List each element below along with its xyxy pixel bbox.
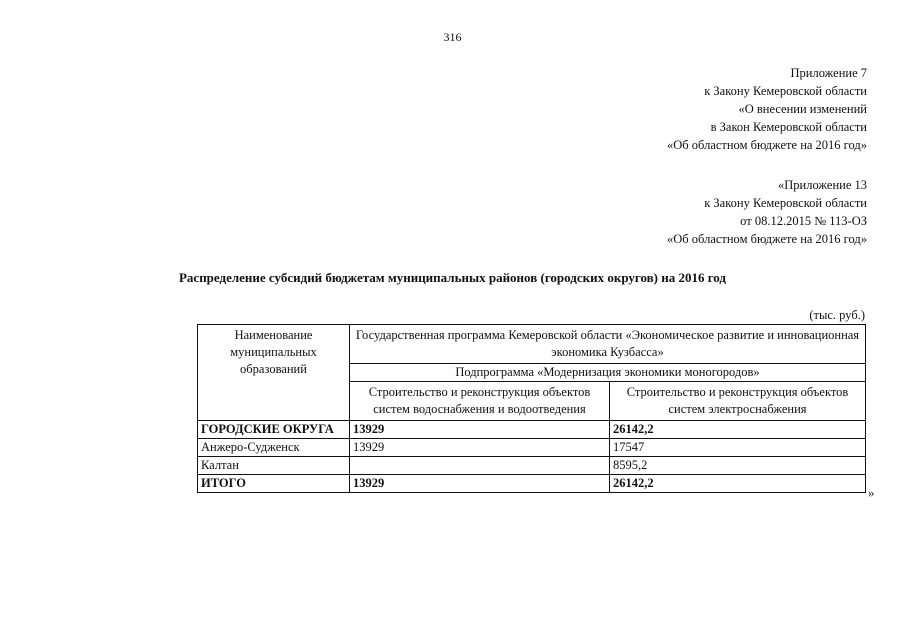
document-title: Распределение субсидий бюджетам муниципальных районов (городских округов) на 2016 год (178, 270, 727, 285)
appendix-line: «Об областном бюджете на 2016 год» (667, 138, 867, 152)
appendix-line: «Приложение 13 (778, 178, 867, 192)
appendix-7-heading (667, 64, 867, 154)
cell-power: 26142,2 (610, 475, 866, 493)
appendix-13-heading (667, 176, 867, 248)
header-subprogram: Подпрограмма «Модернизация экономики моногородов» (350, 364, 866, 382)
header-program: Государственная программа Кемеровской области «Экономическое развитие и инновационная экономика Кузбасса» (350, 325, 866, 364)
page-number: 316 (443, 30, 462, 44)
table-row (198, 421, 866, 439)
cell-name: ГОРОДСКИЕ ОКРУГА (198, 421, 350, 439)
table-row (198, 439, 866, 457)
table-row (198, 457, 866, 475)
cell-power: 8595,2 (610, 457, 866, 475)
cell-power: 26142,2 (610, 421, 866, 439)
table-header-row (198, 325, 866, 364)
table-row (198, 475, 866, 493)
appendix-line: от 08.12.2015 № 113-ОЗ (740, 214, 867, 228)
header-power: Строительство и реконструкция объектов систем электроснабжения (610, 382, 866, 421)
header-water: Строительство и реконструкция объектов систем водоснабжения и водоотведения (350, 382, 610, 421)
subsidies-table (197, 324, 866, 493)
cell-power: 17547 (610, 439, 866, 457)
cell-water: 13929 (350, 439, 610, 457)
cell-name: Калтан (198, 457, 350, 475)
appendix-line: Приложение 7 (790, 66, 867, 80)
cell-water (350, 457, 610, 475)
cell-water: 13929 (350, 421, 610, 439)
cell-name: ИТОГО (198, 475, 350, 493)
closing-quote: » (868, 486, 875, 500)
cell-water: 13929 (350, 475, 610, 493)
appendix-line: к Закону Кемеровской области (704, 196, 867, 210)
header-municipality: Наименование муниципальных образований (198, 325, 350, 421)
units-label: (тыс. руб.) (809, 308, 865, 322)
appendix-line: «О внесении изменений (738, 102, 867, 116)
appendix-line: к Закону Кемеровской области (704, 84, 867, 98)
table-body (198, 421, 866, 493)
appendix-line: в Закон Кемеровской области (710, 120, 867, 134)
appendix-line: «Об областном бюджете на 2016 год» (667, 232, 867, 246)
cell-name: Анжеро-Судженск (198, 439, 350, 457)
